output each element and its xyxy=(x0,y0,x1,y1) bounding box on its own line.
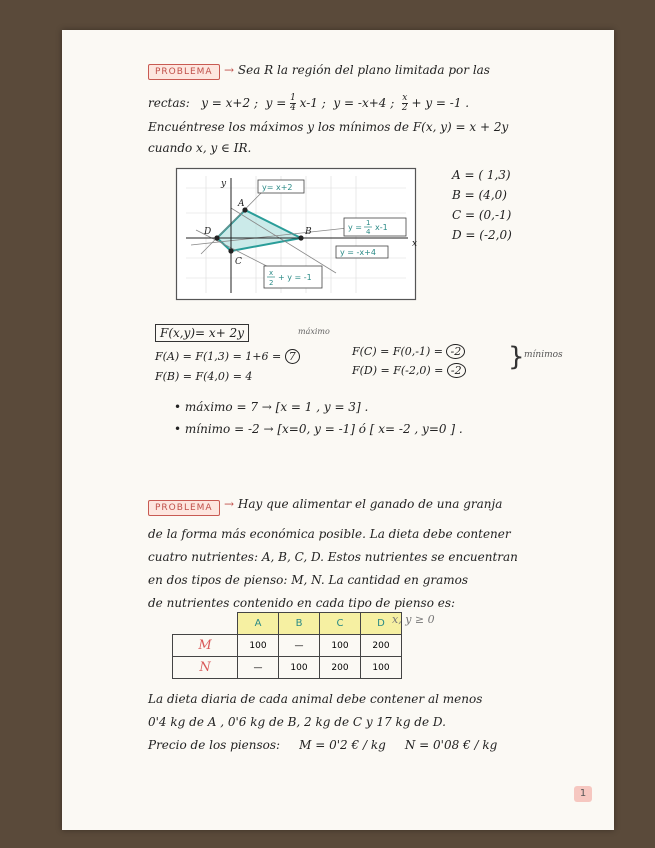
eval-fa: F(A) = F(1,3) = 1+6 = 7 xyxy=(155,349,300,364)
eval-fc: F(C) = F(0,-1) = -2 xyxy=(352,344,465,359)
problem-text-line: → Hay que alimentar el ganado de una granja xyxy=(224,497,503,511)
problem-tag: PROBLEMA xyxy=(148,500,220,516)
point-label-d: D xyxy=(204,227,212,237)
arrow-icon: → xyxy=(224,63,235,77)
table-row: M 100 — 100 200 xyxy=(173,635,402,657)
point-label-b: B xyxy=(305,227,312,237)
minimos-note: mínimos xyxy=(524,350,563,360)
page-number: 1 xyxy=(574,786,592,802)
line-label-4-post: + y = -1 xyxy=(278,273,312,282)
problem-text-line: cuatro nutrientes: A, B, C, D. Estos nutrientes se encuentran xyxy=(148,550,518,564)
nutrient-table xyxy=(172,612,402,679)
point-label-a: A xyxy=(238,199,245,209)
line-label-3: y = -x+4 xyxy=(340,248,376,257)
line-label-2-post: x-1 xyxy=(375,223,388,232)
brace-icon: } xyxy=(508,342,525,372)
maximo-note: máximo xyxy=(298,327,330,336)
point-b: B = (4,0) xyxy=(452,188,507,202)
problem-text-line: en dos tipos de pienso: M, N. La cantidad en gramos xyxy=(148,573,469,587)
header-d: D xyxy=(361,613,402,635)
problem-text-line: de la forma más económica posible. La dieta debe contener xyxy=(148,527,511,541)
notebook-page xyxy=(62,30,614,830)
region-graph xyxy=(176,168,416,300)
eval-fd: F(D) = F(-2,0) = -2 xyxy=(352,363,466,378)
problem-text-line: Encuéntrese los máximos y los mínimos de F(x, y) = x + 2y xyxy=(148,120,509,134)
line-label-4-den: 2 xyxy=(269,279,274,287)
header-c: C xyxy=(320,613,361,635)
header-b: B xyxy=(279,613,320,635)
objective-function: F(x,y)= x+ 2y xyxy=(155,324,249,342)
x-axis-label: x xyxy=(412,239,418,249)
point-a: A = ( 1,3) xyxy=(452,168,511,182)
problem-text-line: → Sea R la región del plano limitada por las xyxy=(224,63,490,77)
problem-text-line: 0'4 kg de A , 0'6 kg de B, 2 kg de C y 17 kg de D. xyxy=(148,715,446,729)
min-result: • mínimo = -2 → [x=0, y = -1] ó [ x= -2 , y=0 ] . xyxy=(174,422,463,436)
price-line: Precio de los piensos: M = 0'2 € / kg N = 0'08 € / kg xyxy=(148,738,498,752)
table-row: N — 100 200 100 xyxy=(173,657,402,679)
problem-tag: PROBLEMA xyxy=(148,64,220,80)
line-label-2-num: 1 xyxy=(366,219,371,227)
line-label-2-den: 4 xyxy=(366,228,371,236)
arrow-icon: → xyxy=(224,497,235,511)
header-a: A xyxy=(238,613,279,635)
eval-fb: F(B) = F(4,0) = 4 xyxy=(155,370,253,383)
problem-text-line: rectas: y = x+2 ; y = $\frac{1}{4}$ x-1 ; y = -x+4 ; $\frac{x}{2}$ + y = -1 . xyxy=(148,93,470,113)
point-label-c: C xyxy=(235,257,242,267)
y-axis-label: y xyxy=(221,179,227,189)
problem-text-line: de nutrientes contenido en cada tipo de pienso es: xyxy=(148,596,456,610)
point-c: C = (0,-1) xyxy=(452,208,512,222)
line-label-4-num: x xyxy=(269,269,274,277)
point-d: D = (-2,0) xyxy=(452,228,512,242)
non-negativity: x, y ≥ 0 xyxy=(392,613,435,626)
line-label-1: y= x+2 xyxy=(262,183,293,192)
problem-text-line: cuando x, y ∈ IR. xyxy=(148,141,252,155)
line-label-2-pre: y = xyxy=(348,223,362,232)
problem-text-line: La dieta diaria de cada animal debe contener al menos xyxy=(148,692,483,706)
max-result: • máximo = 7 → [x = 1 , y = 3] . xyxy=(174,400,369,414)
